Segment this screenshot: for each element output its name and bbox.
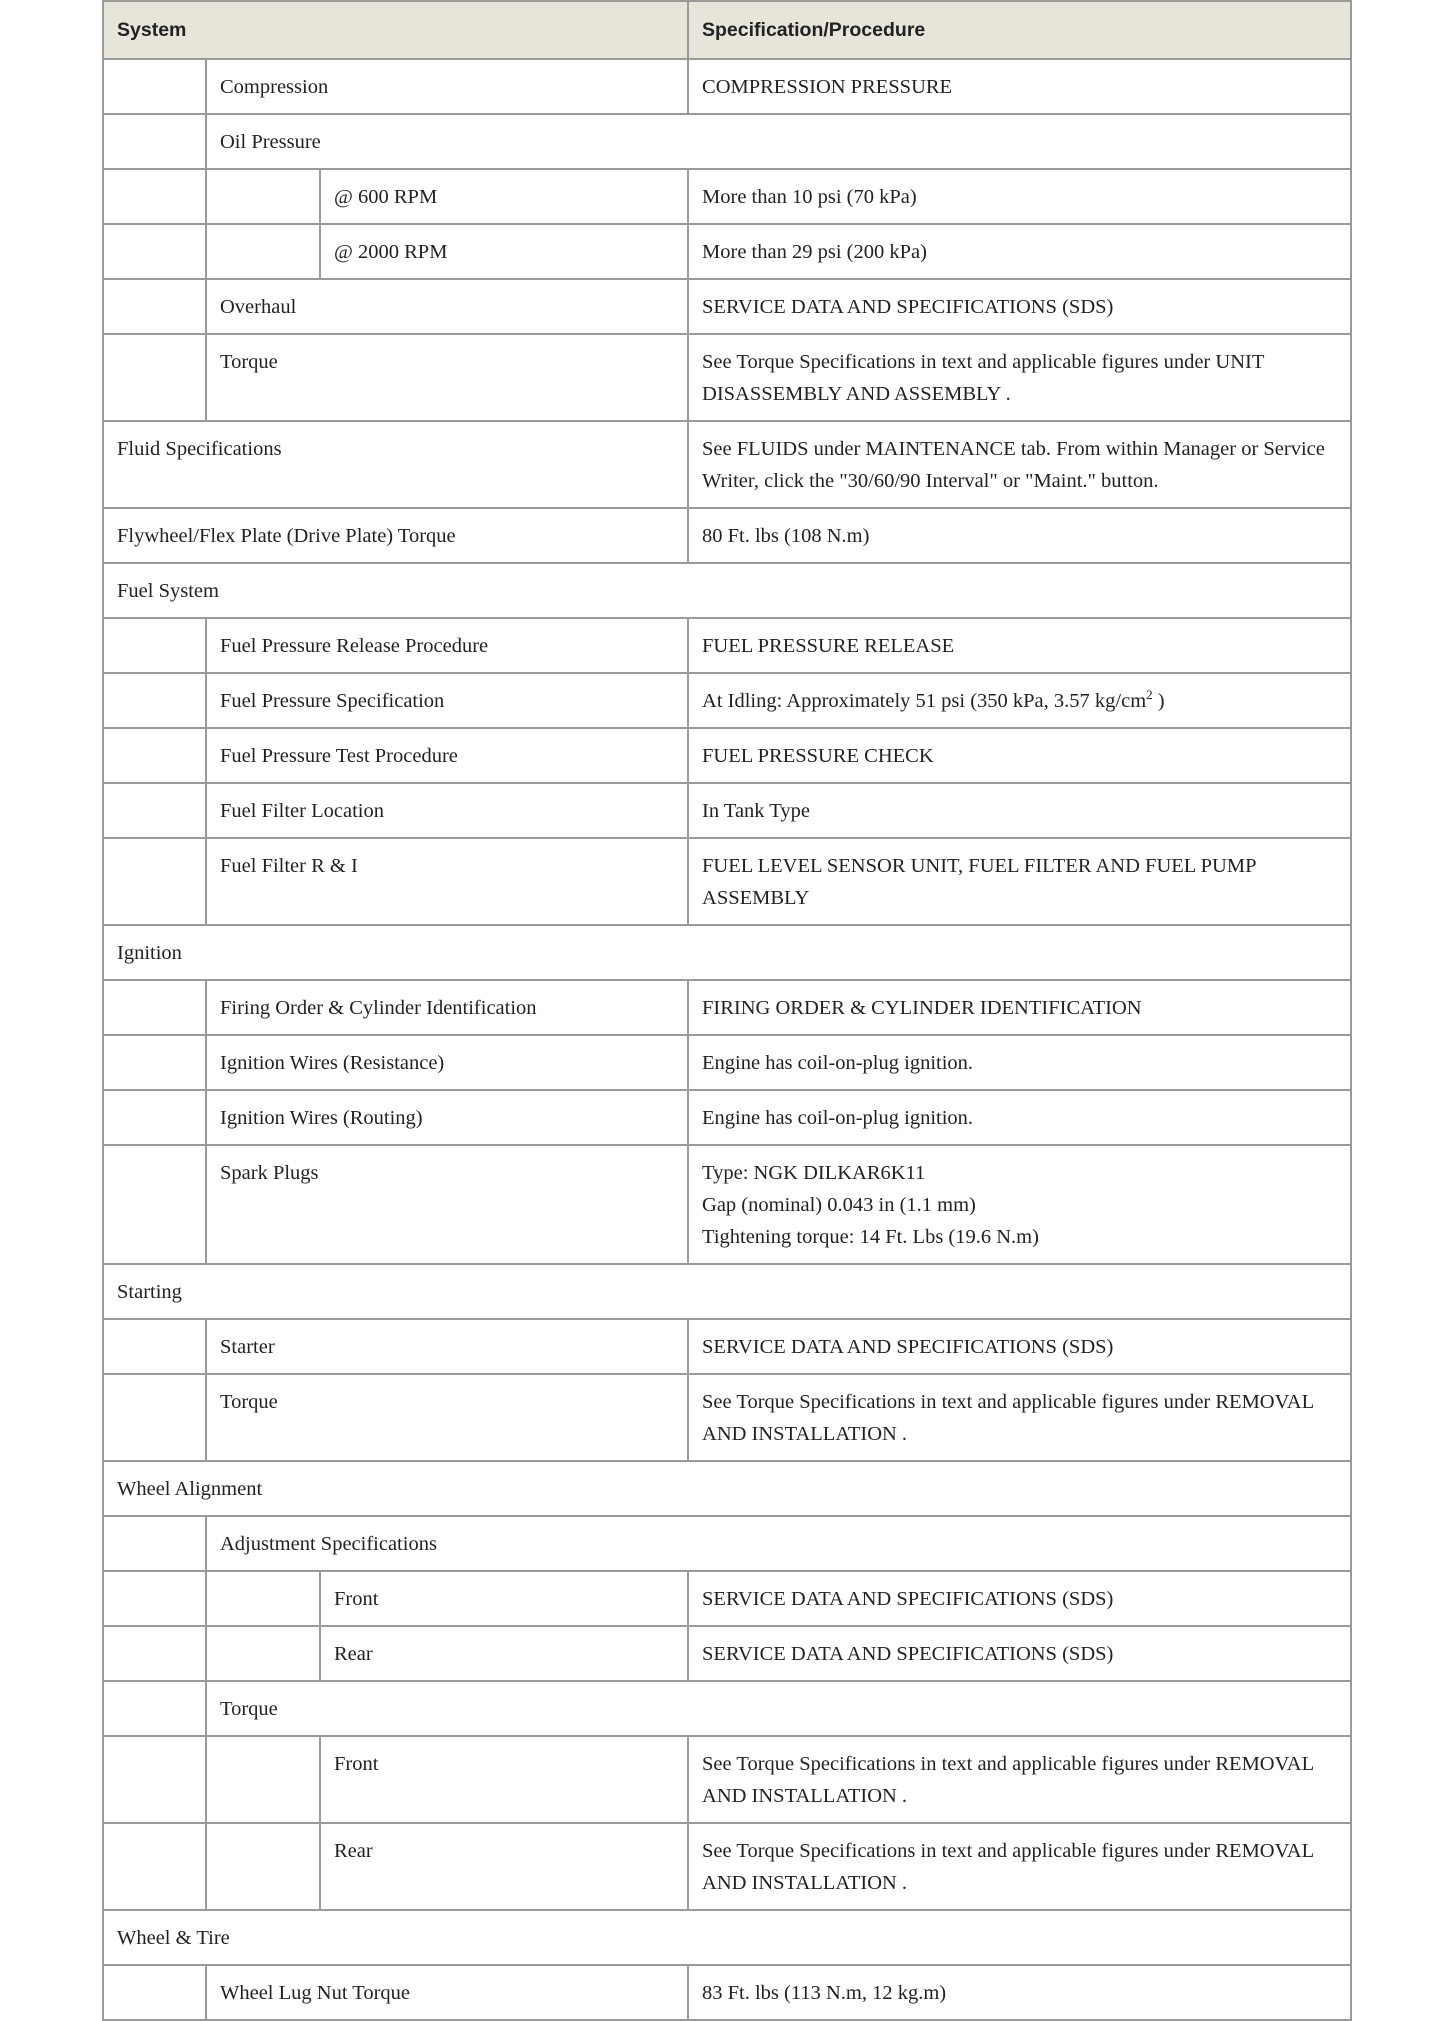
system-label: Starting [103,1264,1351,1319]
specification-text: 83 Ft. lbs (113 N.m, 12 kg.m) [702,1982,947,2004]
table-row [103,1035,1351,1090]
table-row [103,508,1351,563]
system-label: Wheel Alignment [103,1461,1351,1516]
system-label: Fluid Specifications [103,421,688,508]
specification-text: FUEL LEVEL SENSOR UNIT, FUEL FILTER AND FUEL PUMP ASSEMBLY [702,855,1256,909]
indent-cell [103,279,206,334]
system-label: Wheel Lug Nut Torque [206,1965,688,2020]
indent-cell [103,1626,206,1681]
table-row [103,1461,1351,1516]
table-row [103,925,1351,980]
table-row [103,1264,1351,1319]
system-label: Oil Pressure [206,114,1351,169]
specification-value [688,1035,1351,1090]
specification-value [688,279,1351,334]
specification-value [688,1145,1351,1264]
specification-value [688,1090,1351,1145]
indent-cell [103,1516,206,1571]
table-row [103,1910,1351,1965]
specification-table [102,0,1352,2021]
indent-cell [103,838,206,925]
specification-text-tail: ) [1152,690,1165,712]
specification-text: COMPRESSION PRESSURE [702,76,953,98]
specification-text: More than 10 psi (70 kPa) [702,186,917,208]
specification-value [688,1374,1351,1461]
table-row [103,1965,1351,2020]
table-row [103,980,1351,1035]
indent-cell [206,169,320,224]
indent-cell [103,224,206,279]
indent-cell [103,1090,206,1145]
indent-cell [103,980,206,1035]
table-row [103,1736,1351,1823]
specification-value [688,421,1351,508]
specification-text: SERVICE DATA AND SPECIFICATIONS (SDS) [702,296,1114,318]
specification-text: See Torque Specifications in text and applicable figures under REMOVAL AND INSTALLATION . [702,1840,1314,1894]
system-label: Fuel Pressure Test Procedure [206,728,688,783]
system-label: Flywheel/Flex Plate (Drive Plate) Torque [103,508,688,563]
table-row [103,279,1351,334]
specification-text: More than 29 psi (200 kPa) [702,241,927,263]
table-row [103,114,1351,169]
indent-cell [206,224,320,279]
system-label: Spark Plugs [206,1145,688,1264]
specification-superscript: 2 [1146,687,1153,703]
specification-value [688,1571,1351,1626]
table-row [103,421,1351,508]
system-label: Ignition Wires (Routing) [206,1090,688,1145]
table-row [103,169,1351,224]
specification-text: See Torque Specifications in text and applicable figures under UNIT DISASSEMBLY AND ASSEMBLY . [702,351,1264,405]
system-label: Fuel Filter R & I [206,838,688,925]
system-label: @ 600 RPM [320,169,688,224]
specification-text: See Torque Specifications in text and applicable figures under REMOVAL AND INSTALLATION . [702,1753,1314,1807]
specification-value [688,169,1351,224]
system-label: @ 2000 RPM [320,224,688,279]
header-system: System [103,1,688,59]
system-label: Adjustment Specifications [206,1516,1351,1571]
specification-value [688,1736,1351,1823]
indent-cell [103,114,206,169]
table-row [103,1823,1351,1910]
indent-cell [103,59,206,114]
specification-value [688,618,1351,673]
table-row [103,334,1351,421]
header-specification: Specification/Procedure [688,1,1351,59]
system-label: Overhaul [206,279,688,334]
table-row [103,1626,1351,1681]
specification-value [688,728,1351,783]
table-row [103,1319,1351,1374]
specification-line: Gap (nominal) 0.043 in (1.1 mm) [702,1194,976,1216]
specification-text: Engine has coil-on-plug ignition. [702,1107,974,1129]
specification-value [688,673,1351,728]
indent-cell [103,1374,206,1461]
indent-cell [103,1823,206,1910]
system-label: Compression [206,59,688,114]
system-label: Rear [320,1626,688,1681]
specification-text: SERVICE DATA AND SPECIFICATIONS (SDS) [702,1643,1114,1665]
table-row [103,618,1351,673]
system-label: Starter [206,1319,688,1374]
specification-line: Type: NGK DILKAR6K11 [702,1162,926,1184]
specification-text: SERVICE DATA AND SPECIFICATIONS (SDS) [702,1336,1114,1358]
table-row [103,224,1351,279]
specification-value [688,980,1351,1035]
specification-text: FIRING ORDER & CYLINDER IDENTIFICATION [702,997,1142,1019]
table-row [103,563,1351,618]
system-label: Fuel Pressure Specification [206,673,688,728]
system-label: Fuel Filter Location [206,783,688,838]
indent-cell [103,169,206,224]
table-row [103,1145,1351,1264]
table-row [103,1374,1351,1461]
indent-cell [103,1571,206,1626]
specification-text: At Idling: Approximately 51 psi (350 kPa, 3.57 kg/cm [702,690,1147,712]
table-row [103,1571,1351,1626]
table-row [103,1681,1351,1736]
specification-text: FUEL PRESSURE RELEASE [702,635,955,657]
specification-value [688,334,1351,421]
indent-cell [103,673,206,728]
system-label: Rear [320,1823,688,1910]
system-label: Fuel Pressure Release Procedure [206,618,688,673]
indent-cell [103,1965,206,2020]
specification-text: See Torque Specifications in text and applicable figures under REMOVAL AND INSTALLATION . [702,1391,1314,1445]
specification-value [688,508,1351,563]
specification-value [688,59,1351,114]
system-label: Firing Order & Cylinder Identification [206,980,688,1035]
specification-value [688,1319,1351,1374]
table-row [103,838,1351,925]
system-label: Fuel System [103,563,1351,618]
indent-cell [103,1319,206,1374]
table-row [103,59,1351,114]
table-row [103,1090,1351,1145]
system-label: Ignition Wires (Resistance) [206,1035,688,1090]
table-row [103,1516,1351,1571]
indent-cell [206,1571,320,1626]
indent-cell [103,1145,206,1264]
indent-cell [103,1681,206,1736]
indent-cell [103,728,206,783]
system-label: Front [320,1736,688,1823]
specification-text: See FLUIDS under MAINTENANCE tab. From within Manager or Service Writer, click the "30/60/90 Interval" or "Maint." button. [702,438,1325,492]
indent-cell [206,1626,320,1681]
indent-cell [103,783,206,838]
table-body [103,59,1351,2020]
specification-text: SERVICE DATA AND SPECIFICATIONS (SDS) [702,1588,1114,1610]
indent-cell [206,1736,320,1823]
system-label: Ignition [103,925,1351,980]
system-label: Torque [206,1374,688,1461]
specification-text: 80 Ft. lbs (108 N.m) [702,525,870,547]
indent-cell [103,334,206,421]
indent-cell [103,1736,206,1823]
system-label: Torque [206,334,688,421]
specification-value [688,224,1351,279]
system-label: Front [320,1571,688,1626]
specification-value [688,1823,1351,1910]
specification-line: Tightening torque: 14 Ft. Lbs (19.6 N.m) [702,1226,1039,1248]
table-row [103,673,1351,728]
table-row [103,783,1351,838]
indent-cell [206,1823,320,1910]
table-header-row [103,1,1351,59]
specification-text: Engine has coil-on-plug ignition. [702,1052,974,1074]
specification-value [688,1626,1351,1681]
specification-value [688,783,1351,838]
specification-value [688,1965,1351,2020]
specification-value [688,838,1351,925]
system-label: Wheel & Tire [103,1910,1351,1965]
system-label: Torque [206,1681,1351,1736]
table-row [103,728,1351,783]
specification-text: FUEL PRESSURE CHECK [702,745,934,767]
specification-text: In Tank Type [702,800,810,822]
indent-cell [103,618,206,673]
indent-cell [103,1035,206,1090]
